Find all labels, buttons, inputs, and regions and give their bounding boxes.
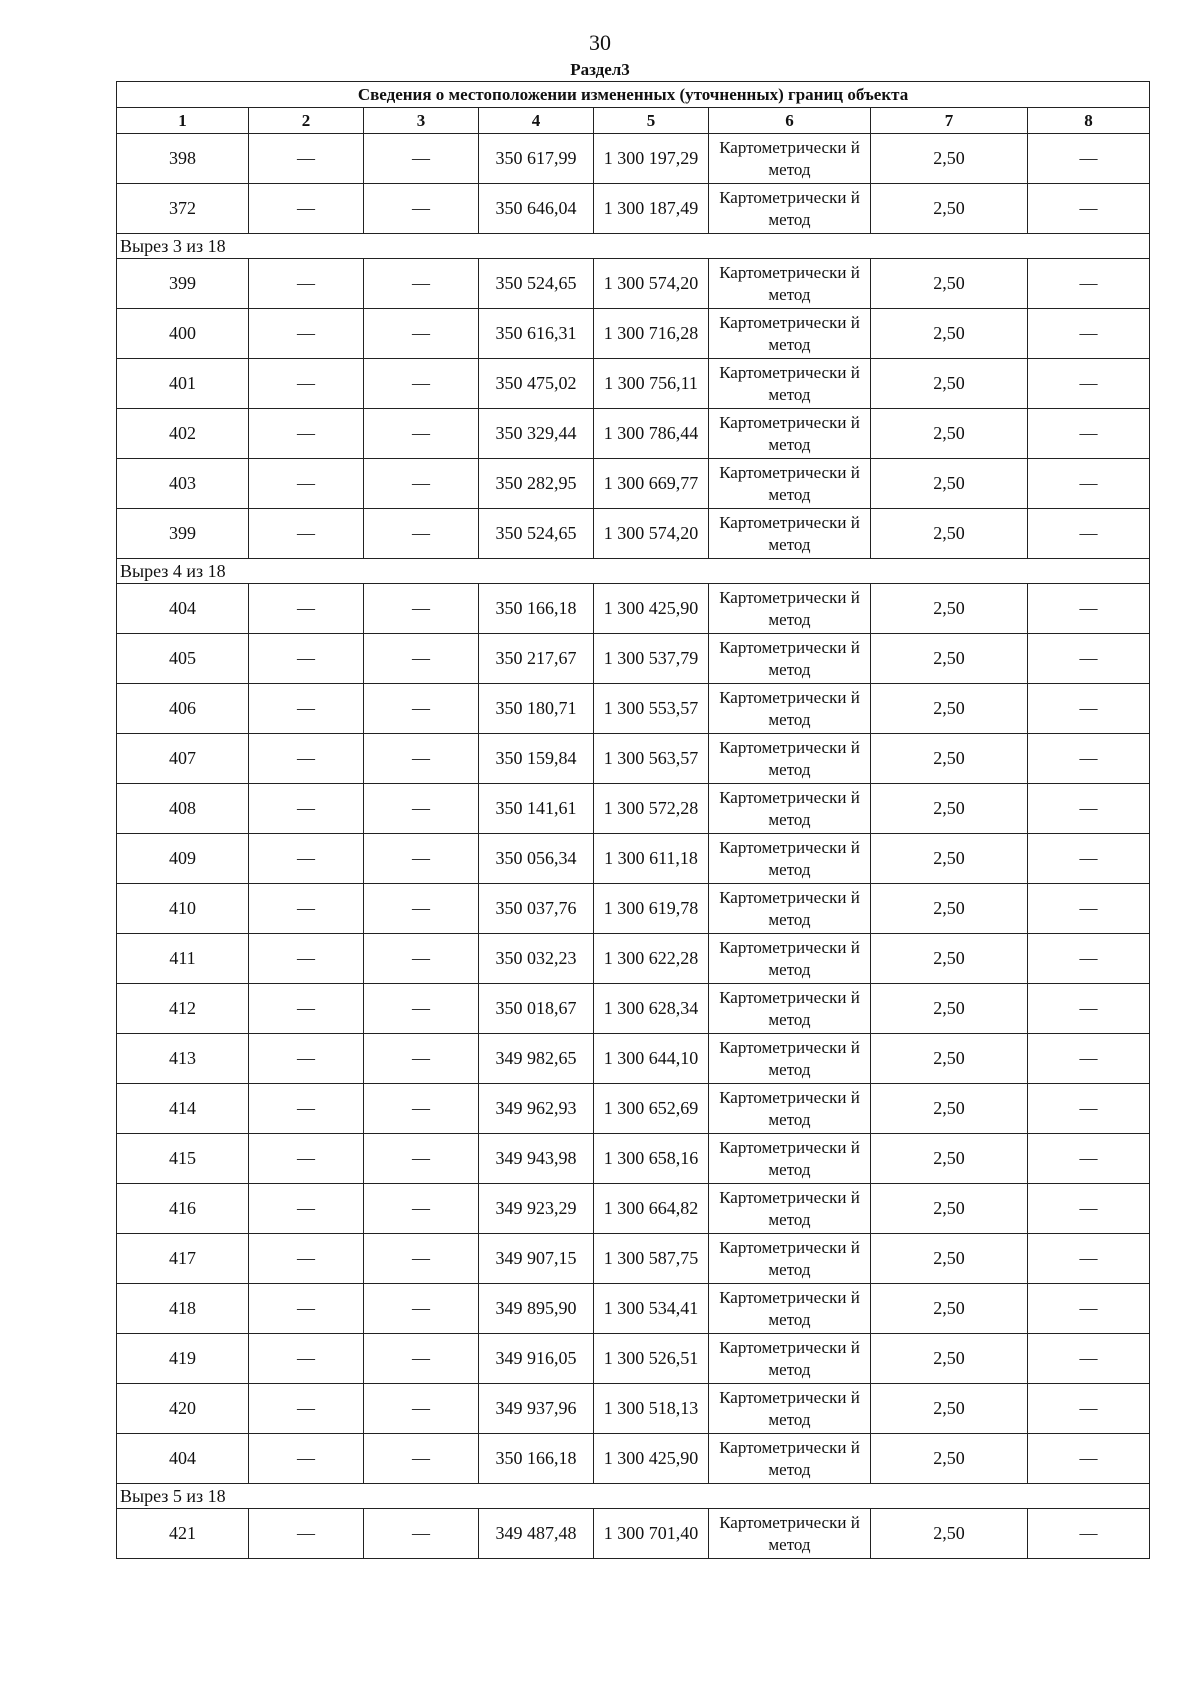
cell-accuracy: 2,50: [871, 1184, 1028, 1234]
cell-col-8: —: [1028, 1134, 1150, 1184]
cell-accuracy: 2,50: [871, 1434, 1028, 1484]
cell-y-coordinate: 1 300 644,10: [594, 1034, 709, 1084]
cell-method: Картометрически й метод: [709, 1284, 871, 1334]
table-row: [117, 784, 1150, 834]
cell-col-2: —: [249, 1509, 364, 1559]
cell-method: Картометрически й метод: [709, 584, 871, 634]
cell-col-2: —: [249, 1434, 364, 1484]
cell-col-8: —: [1028, 584, 1150, 634]
cell-method: Картометрически й метод: [709, 984, 871, 1034]
column-header-6: 6: [709, 108, 871, 134]
cell-method: Картометрически й метод: [709, 1384, 871, 1434]
cell-accuracy: 2,50: [871, 1284, 1028, 1334]
cell-accuracy: 2,50: [871, 509, 1028, 559]
cell-method: Картометрически й метод: [709, 1084, 871, 1134]
cell-method: Картометрически й метод: [709, 1034, 871, 1084]
column-header-row: [117, 108, 1150, 134]
cell-method: Картометрически й метод: [709, 1434, 871, 1484]
cell-y-coordinate: 1 300 619,78: [594, 884, 709, 934]
cell-accuracy: 2,50: [871, 834, 1028, 884]
cell-x-coordinate: 350 475,02: [479, 359, 594, 409]
cell-point-number: 402: [117, 409, 249, 459]
column-header-3: 3: [364, 108, 479, 134]
cell-accuracy: 2,50: [871, 784, 1028, 834]
cell-x-coordinate: 350 037,76: [479, 884, 594, 934]
table-row: [117, 309, 1150, 359]
cell-col-2: —: [249, 584, 364, 634]
cell-x-coordinate: 350 166,18: [479, 584, 594, 634]
cell-col-8: —: [1028, 634, 1150, 684]
cell-col-2: —: [249, 784, 364, 834]
table-row: [117, 834, 1150, 884]
cell-y-coordinate: 1 300 669,77: [594, 459, 709, 509]
cell-col-2: —: [249, 734, 364, 784]
table-row: [117, 984, 1150, 1034]
column-header-1: 1: [117, 108, 249, 134]
table-row: [117, 459, 1150, 509]
cell-x-coordinate: 349 937,96: [479, 1384, 594, 1434]
cell-col-3: —: [364, 134, 479, 184]
cell-col-3: —: [364, 1184, 479, 1234]
cell-col-8: —: [1028, 734, 1150, 784]
cell-point-number: 407: [117, 734, 249, 784]
cell-col-3: —: [364, 184, 479, 234]
cell-method: Картометрически й метод: [709, 509, 871, 559]
cell-col-8: —: [1028, 1034, 1150, 1084]
cell-col-8: —: [1028, 184, 1150, 234]
cell-col-8: —: [1028, 684, 1150, 734]
page-number: 30: [589, 30, 611, 55]
cell-accuracy: 2,50: [871, 634, 1028, 684]
cell-col-2: —: [249, 1234, 364, 1284]
table-row: [117, 259, 1150, 309]
cell-col-2: —: [249, 1284, 364, 1334]
table-row: [117, 1284, 1150, 1334]
cell-col-2: —: [249, 259, 364, 309]
cell-col-8: —: [1028, 359, 1150, 409]
cell-y-coordinate: 1 300 425,90: [594, 584, 709, 634]
cell-y-coordinate: 1 300 574,20: [594, 509, 709, 559]
cell-y-coordinate: 1 300 786,44: [594, 409, 709, 459]
cell-col-3: —: [364, 834, 479, 884]
cell-x-coordinate: 349 916,05: [479, 1334, 594, 1384]
cell-point-number: 414: [117, 1084, 249, 1134]
cell-x-coordinate: 349 487,48: [479, 1509, 594, 1559]
cell-method: Картометрически й метод: [709, 309, 871, 359]
cell-col-2: —: [249, 359, 364, 409]
cell-col-2: —: [249, 309, 364, 359]
cell-accuracy: 2,50: [871, 309, 1028, 359]
cell-accuracy: 2,50: [871, 259, 1028, 309]
cut-label-row: [117, 559, 1150, 584]
cell-point-number: 406: [117, 684, 249, 734]
cell-col-8: —: [1028, 984, 1150, 1034]
cell-x-coordinate: 350 646,04: [479, 184, 594, 234]
table-row: [117, 1384, 1150, 1434]
cell-col-8: —: [1028, 509, 1150, 559]
cell-col-2: —: [249, 134, 364, 184]
cell-method: Картометрически й метод: [709, 184, 871, 234]
cell-x-coordinate: 349 895,90: [479, 1284, 594, 1334]
cell-y-coordinate: 1 300 658,16: [594, 1134, 709, 1184]
cell-col-8: —: [1028, 1084, 1150, 1134]
table-row: [117, 1234, 1150, 1284]
cell-col-2: —: [249, 184, 364, 234]
cell-point-number: 409: [117, 834, 249, 884]
cell-point-number: 410: [117, 884, 249, 934]
cell-y-coordinate: 1 300 701,40: [594, 1509, 709, 1559]
cell-method: Картометрически й метод: [709, 1134, 871, 1184]
cell-x-coordinate: 350 282,95: [479, 459, 594, 509]
cell-y-coordinate: 1 300 574,20: [594, 259, 709, 309]
cell-accuracy: 2,50: [871, 1234, 1028, 1284]
table-row: [117, 1334, 1150, 1384]
column-header-7: 7: [871, 108, 1028, 134]
cell-col-2: —: [249, 934, 364, 984]
cell-col-2: —: [249, 884, 364, 934]
cell-col-8: —: [1028, 934, 1150, 984]
cell-col-8: —: [1028, 134, 1150, 184]
cell-y-coordinate: 1 300 553,57: [594, 684, 709, 734]
cell-point-number: 420: [117, 1384, 249, 1434]
cell-method: Картометрически й метод: [709, 734, 871, 784]
cell-point-number: 403: [117, 459, 249, 509]
cell-col-8: —: [1028, 884, 1150, 934]
table-row: [117, 584, 1150, 634]
table-row: [117, 509, 1150, 559]
cell-col-8: —: [1028, 259, 1150, 309]
cut-label-row: [117, 1484, 1150, 1509]
cell-col-8: —: [1028, 409, 1150, 459]
table-caption: Сведения о местоположении измененных (уточненных) границ объекта: [117, 82, 1150, 108]
cell-point-number: 372: [117, 184, 249, 234]
cell-method: Картометрически й метод: [709, 784, 871, 834]
cell-method: Картометрически й метод: [709, 259, 871, 309]
cell-col-3: —: [364, 884, 479, 934]
cell-col-2: —: [249, 984, 364, 1034]
cell-col-2: —: [249, 459, 364, 509]
cell-accuracy: 2,50: [871, 359, 1028, 409]
cut-label: Вырез 4 из 18: [117, 559, 1150, 584]
cell-col-3: —: [364, 509, 479, 559]
cell-x-coordinate: 350 329,44: [479, 409, 594, 459]
cell-col-8: —: [1028, 1334, 1150, 1384]
cell-accuracy: 2,50: [871, 1134, 1028, 1184]
cell-method: Картометрически й метод: [709, 459, 871, 509]
cell-y-coordinate: 1 300 563,57: [594, 734, 709, 784]
cell-method: Картометрически й метод: [709, 884, 871, 934]
cell-col-8: —: [1028, 1384, 1150, 1434]
cell-col-8: —: [1028, 1184, 1150, 1234]
cell-x-coordinate: 350 166,18: [479, 1434, 594, 1484]
cell-y-coordinate: 1 300 187,49: [594, 184, 709, 234]
cell-x-coordinate: 349 982,65: [479, 1034, 594, 1084]
cell-col-3: —: [364, 1084, 479, 1134]
cell-col-8: —: [1028, 1509, 1150, 1559]
cell-col-3: —: [364, 1334, 479, 1384]
table-row: [117, 684, 1150, 734]
cell-accuracy: 2,50: [871, 459, 1028, 509]
cell-x-coordinate: 350 617,99: [479, 134, 594, 184]
cell-point-number: 408: [117, 784, 249, 834]
table-row: [117, 134, 1150, 184]
cell-point-number: 416: [117, 1184, 249, 1234]
cell-x-coordinate: 350 141,61: [479, 784, 594, 834]
cell-x-coordinate: 349 962,93: [479, 1084, 594, 1134]
cell-accuracy: 2,50: [871, 1334, 1028, 1384]
cell-x-coordinate: 350 018,67: [479, 984, 594, 1034]
cut-label-row: [117, 234, 1150, 259]
cell-col-3: —: [364, 1434, 479, 1484]
cell-col-8: —: [1028, 459, 1150, 509]
cell-col-3: —: [364, 1509, 479, 1559]
cell-accuracy: 2,50: [871, 584, 1028, 634]
cell-x-coordinate: 350 032,23: [479, 934, 594, 984]
table-row: [117, 934, 1150, 984]
cell-col-3: —: [364, 634, 479, 684]
cell-x-coordinate: 350 524,65: [479, 509, 594, 559]
table-row: [117, 1434, 1150, 1484]
cell-point-number: 412: [117, 984, 249, 1034]
cell-point-number: 404: [117, 584, 249, 634]
cell-y-coordinate: 1 300 518,13: [594, 1384, 709, 1434]
table-row: [117, 1509, 1150, 1559]
cell-method: Картометрически й метод: [709, 134, 871, 184]
cell-col-3: —: [364, 259, 479, 309]
cell-y-coordinate: 1 300 537,79: [594, 634, 709, 684]
table-row: [117, 184, 1150, 234]
cell-method: Картометрически й метод: [709, 1509, 871, 1559]
column-header-2: 2: [249, 108, 364, 134]
cell-point-number: 400: [117, 309, 249, 359]
cell-x-coordinate: 349 907,15: [479, 1234, 594, 1284]
cell-col-3: —: [364, 1134, 479, 1184]
cell-col-3: —: [364, 934, 479, 984]
cell-col-2: —: [249, 1184, 364, 1234]
cell-accuracy: 2,50: [871, 934, 1028, 984]
cell-method: Картометрически й метод: [709, 1234, 871, 1284]
cell-accuracy: 2,50: [871, 1384, 1028, 1434]
boundary-coordinates-table: [116, 81, 1150, 1559]
cut-label: Вырез 5 из 18: [117, 1484, 1150, 1509]
cell-accuracy: 2,50: [871, 684, 1028, 734]
cell-method: Картометрически й метод: [709, 1184, 871, 1234]
cell-col-2: —: [249, 409, 364, 459]
cell-y-coordinate: 1 300 756,11: [594, 359, 709, 409]
cell-method: Картометрически й метод: [709, 634, 871, 684]
cell-y-coordinate: 1 300 587,75: [594, 1234, 709, 1284]
cell-point-number: 418: [117, 1284, 249, 1334]
cell-col-2: —: [249, 634, 364, 684]
cell-x-coordinate: 349 923,29: [479, 1184, 594, 1234]
cell-x-coordinate: 350 056,34: [479, 834, 594, 884]
cell-col-3: —: [364, 1284, 479, 1334]
cell-point-number: 401: [117, 359, 249, 409]
cell-col-3: —: [364, 459, 479, 509]
cell-col-3: —: [364, 1034, 479, 1084]
cell-col-3: —: [364, 1384, 479, 1434]
section-title: Раздел3: [570, 60, 630, 79]
cell-point-number: 404: [117, 1434, 249, 1484]
cell-x-coordinate: 350 180,71: [479, 684, 594, 734]
cell-y-coordinate: 1 300 716,28: [594, 309, 709, 359]
cell-accuracy: 2,50: [871, 734, 1028, 784]
cell-accuracy: 2,50: [871, 984, 1028, 1034]
table-row: [117, 409, 1150, 459]
cell-x-coordinate: 350 524,65: [479, 259, 594, 309]
cell-accuracy: 2,50: [871, 409, 1028, 459]
cell-col-3: —: [364, 684, 479, 734]
column-header-8: 8: [1028, 108, 1150, 134]
cell-y-coordinate: 1 300 197,29: [594, 134, 709, 184]
cell-x-coordinate: 350 616,31: [479, 309, 594, 359]
cell-point-number: 411: [117, 934, 249, 984]
cell-method: Картометрически й метод: [709, 359, 871, 409]
cell-col-8: —: [1028, 834, 1150, 884]
cell-col-3: —: [364, 584, 479, 634]
cell-col-8: —: [1028, 309, 1150, 359]
cell-point-number: 417: [117, 1234, 249, 1284]
cell-y-coordinate: 1 300 526,51: [594, 1334, 709, 1384]
cell-x-coordinate: 350 159,84: [479, 734, 594, 784]
table-row: [117, 634, 1150, 684]
cell-col-2: —: [249, 834, 364, 884]
cell-accuracy: 2,50: [871, 1034, 1028, 1084]
cell-point-number: 415: [117, 1134, 249, 1184]
cell-y-coordinate: 1 300 628,34: [594, 984, 709, 1034]
cell-col-8: —: [1028, 1284, 1150, 1334]
table-row: [117, 1084, 1150, 1134]
cell-y-coordinate: 1 300 572,28: [594, 784, 709, 834]
table-row: [117, 884, 1150, 934]
cell-x-coordinate: 350 217,67: [479, 634, 594, 684]
cell-col-2: —: [249, 1034, 364, 1084]
cell-point-number: 421: [117, 1509, 249, 1559]
cell-accuracy: 2,50: [871, 184, 1028, 234]
cell-method: Картометрически й метод: [709, 834, 871, 884]
cell-method: Картометрически й метод: [709, 684, 871, 734]
cell-col-8: —: [1028, 1234, 1150, 1284]
cell-col-3: —: [364, 984, 479, 1034]
cell-col-3: —: [364, 409, 479, 459]
cell-accuracy: 2,50: [871, 884, 1028, 934]
cell-point-number: 413: [117, 1034, 249, 1084]
cell-y-coordinate: 1 300 425,90: [594, 1434, 709, 1484]
cell-y-coordinate: 1 300 664,82: [594, 1184, 709, 1234]
cell-col-8: —: [1028, 1434, 1150, 1484]
cell-accuracy: 2,50: [871, 134, 1028, 184]
column-header-4: 4: [479, 108, 594, 134]
table-row: [117, 1184, 1150, 1234]
cell-col-2: —: [249, 1084, 364, 1134]
cell-y-coordinate: 1 300 652,69: [594, 1084, 709, 1134]
cell-col-2: —: [249, 1134, 364, 1184]
cell-point-number: 419: [117, 1334, 249, 1384]
cell-col-2: —: [249, 684, 364, 734]
cell-y-coordinate: 1 300 534,41: [594, 1284, 709, 1334]
cell-col-3: —: [364, 734, 479, 784]
table-row: [117, 1034, 1150, 1084]
table-row: [117, 359, 1150, 409]
cell-y-coordinate: 1 300 611,18: [594, 834, 709, 884]
cell-accuracy: 2,50: [871, 1509, 1028, 1559]
cut-label: Вырез 3 из 18: [117, 234, 1150, 259]
cell-col-2: —: [249, 509, 364, 559]
cell-col-3: —: [364, 784, 479, 834]
table-caption-row: [117, 82, 1150, 108]
column-header-5: 5: [594, 108, 709, 134]
cell-col-2: —: [249, 1384, 364, 1434]
table-row: [117, 1134, 1150, 1184]
cell-col-3: —: [364, 1234, 479, 1284]
cell-method: Картометрически й метод: [709, 409, 871, 459]
cell-accuracy: 2,50: [871, 1084, 1028, 1134]
cell-x-coordinate: 349 943,98: [479, 1134, 594, 1184]
cell-col-3: —: [364, 359, 479, 409]
cell-point-number: 398: [117, 134, 249, 184]
cell-method: Картометрически й метод: [709, 934, 871, 984]
cell-col-2: —: [249, 1334, 364, 1384]
cell-col-3: —: [364, 309, 479, 359]
cell-col-8: —: [1028, 784, 1150, 834]
cell-point-number: 405: [117, 634, 249, 684]
table-row: [117, 734, 1150, 784]
cell-point-number: 399: [117, 259, 249, 309]
cell-method: Картометрически й метод: [709, 1334, 871, 1384]
cell-y-coordinate: 1 300 622,28: [594, 934, 709, 984]
cell-point-number: 399: [117, 509, 249, 559]
